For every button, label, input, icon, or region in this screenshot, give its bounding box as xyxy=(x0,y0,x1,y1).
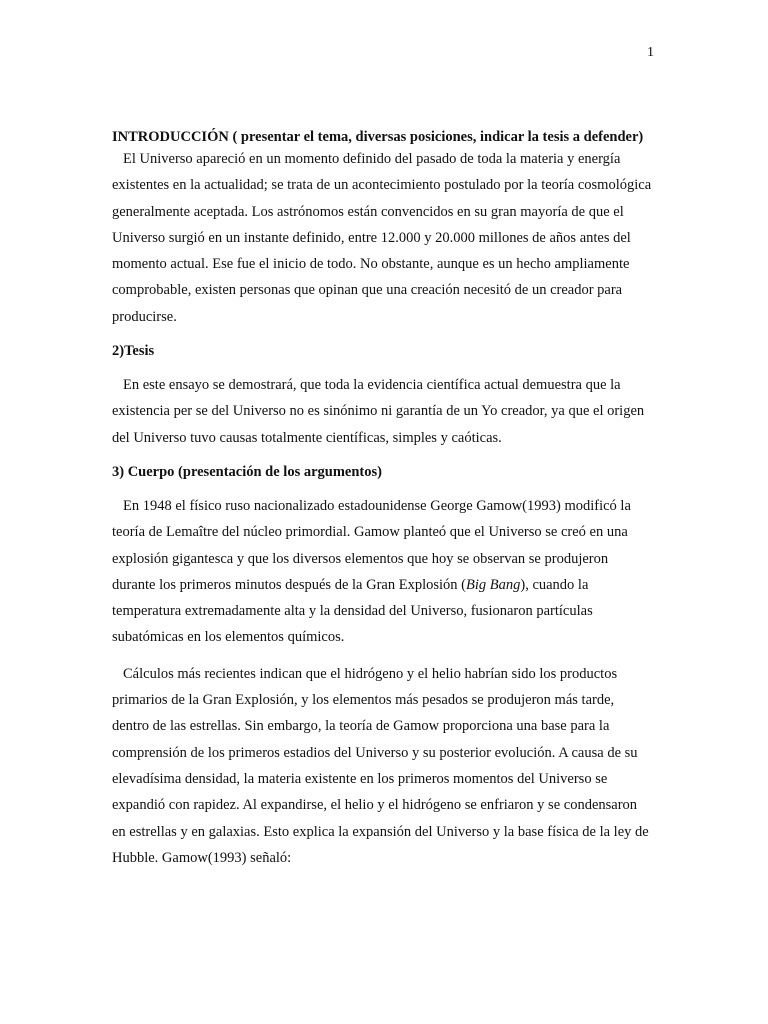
body-paragraph-1 xyxy=(112,493,652,651)
page-number: 1 xyxy=(647,45,654,60)
body-paragraph-1-text-before: En 1948 el físico ruso nacionalizado estadounidense George Gamow(1993) modificó la teoría de Lemaître del núcleo primordial. Gamow planteó que el Universo se creó en una explosión gigantesca y que los diversos elementos que hoy se observan se produjeron durante los primeros minutos después de la Gran Explosión ( xyxy=(112,497,631,593)
intro-paragraph: El Universo apareció en un momento definido del pasado de toda la materia y energía existentes en la actualidad; se trata de un acontecimiento postulado por la teoría cosmológica generalmente aceptada. Los astrónomos están convencidos en su gran mayoría de que el Universo surgió en un instante definido, entre 12.000 y 20.000 millones de años antes del momento actual. Ese fue el inicio de todo. No obstante, aunque es un hecho ampliamente comprobable, existen personas que opinan que una creación necesitó de un creador para producirse. xyxy=(112,151,652,325)
big-bang-term: Big Bang xyxy=(465,576,521,593)
body-paragraph-1-text-after: ), cuando la temperatura extremadamente alta y la densidad del Universo, fusionaron partículas subatómicas en los elementos químicos. xyxy=(112,576,593,646)
intro-heading: INTRODUCCIÓN ( presentar el tema, diversas posiciones, indicar la tesis a defender) xyxy=(112,129,644,145)
thesis-heading: 2)Tesis xyxy=(112,343,155,360)
body-heading: 3) Cuerpo (presentación de los argumentos) xyxy=(112,463,382,480)
body-paragraph-2: Cálculos más recientes indican que el hidrógeno y el helio habrían sido los productos primarios de la Gran Explosión, y los elementos más pesados se produjeron más tarde, dentro de las estrellas. Sin embargo, la teoría de Gamow proporciona una base para la comprensión de los primeros estadios del Universo y su posterior evolución. A causa de su elevadísima densidad, la materia existente en los primeros momentos del Universo se expandió con rapidez. Al expandirse, el helio y el hidrógeno se enfriaron y se condensaron en estrellas y en galaxias. Esto explica la expansión del Universo y la base física de la ley de Hubble. Gamow(1993) señaló: xyxy=(112,665,649,866)
thesis-paragraph: En este ensayo se demostrará, que toda la evidencia científica actual demuestra que la existencia per se del Universo no es sinónimo ni garantía de un Yo creador, ya que el origen del Universo tuvo causas totalmente científicas, simples y caóticas. xyxy=(112,377,645,446)
document-body xyxy=(112,128,652,871)
